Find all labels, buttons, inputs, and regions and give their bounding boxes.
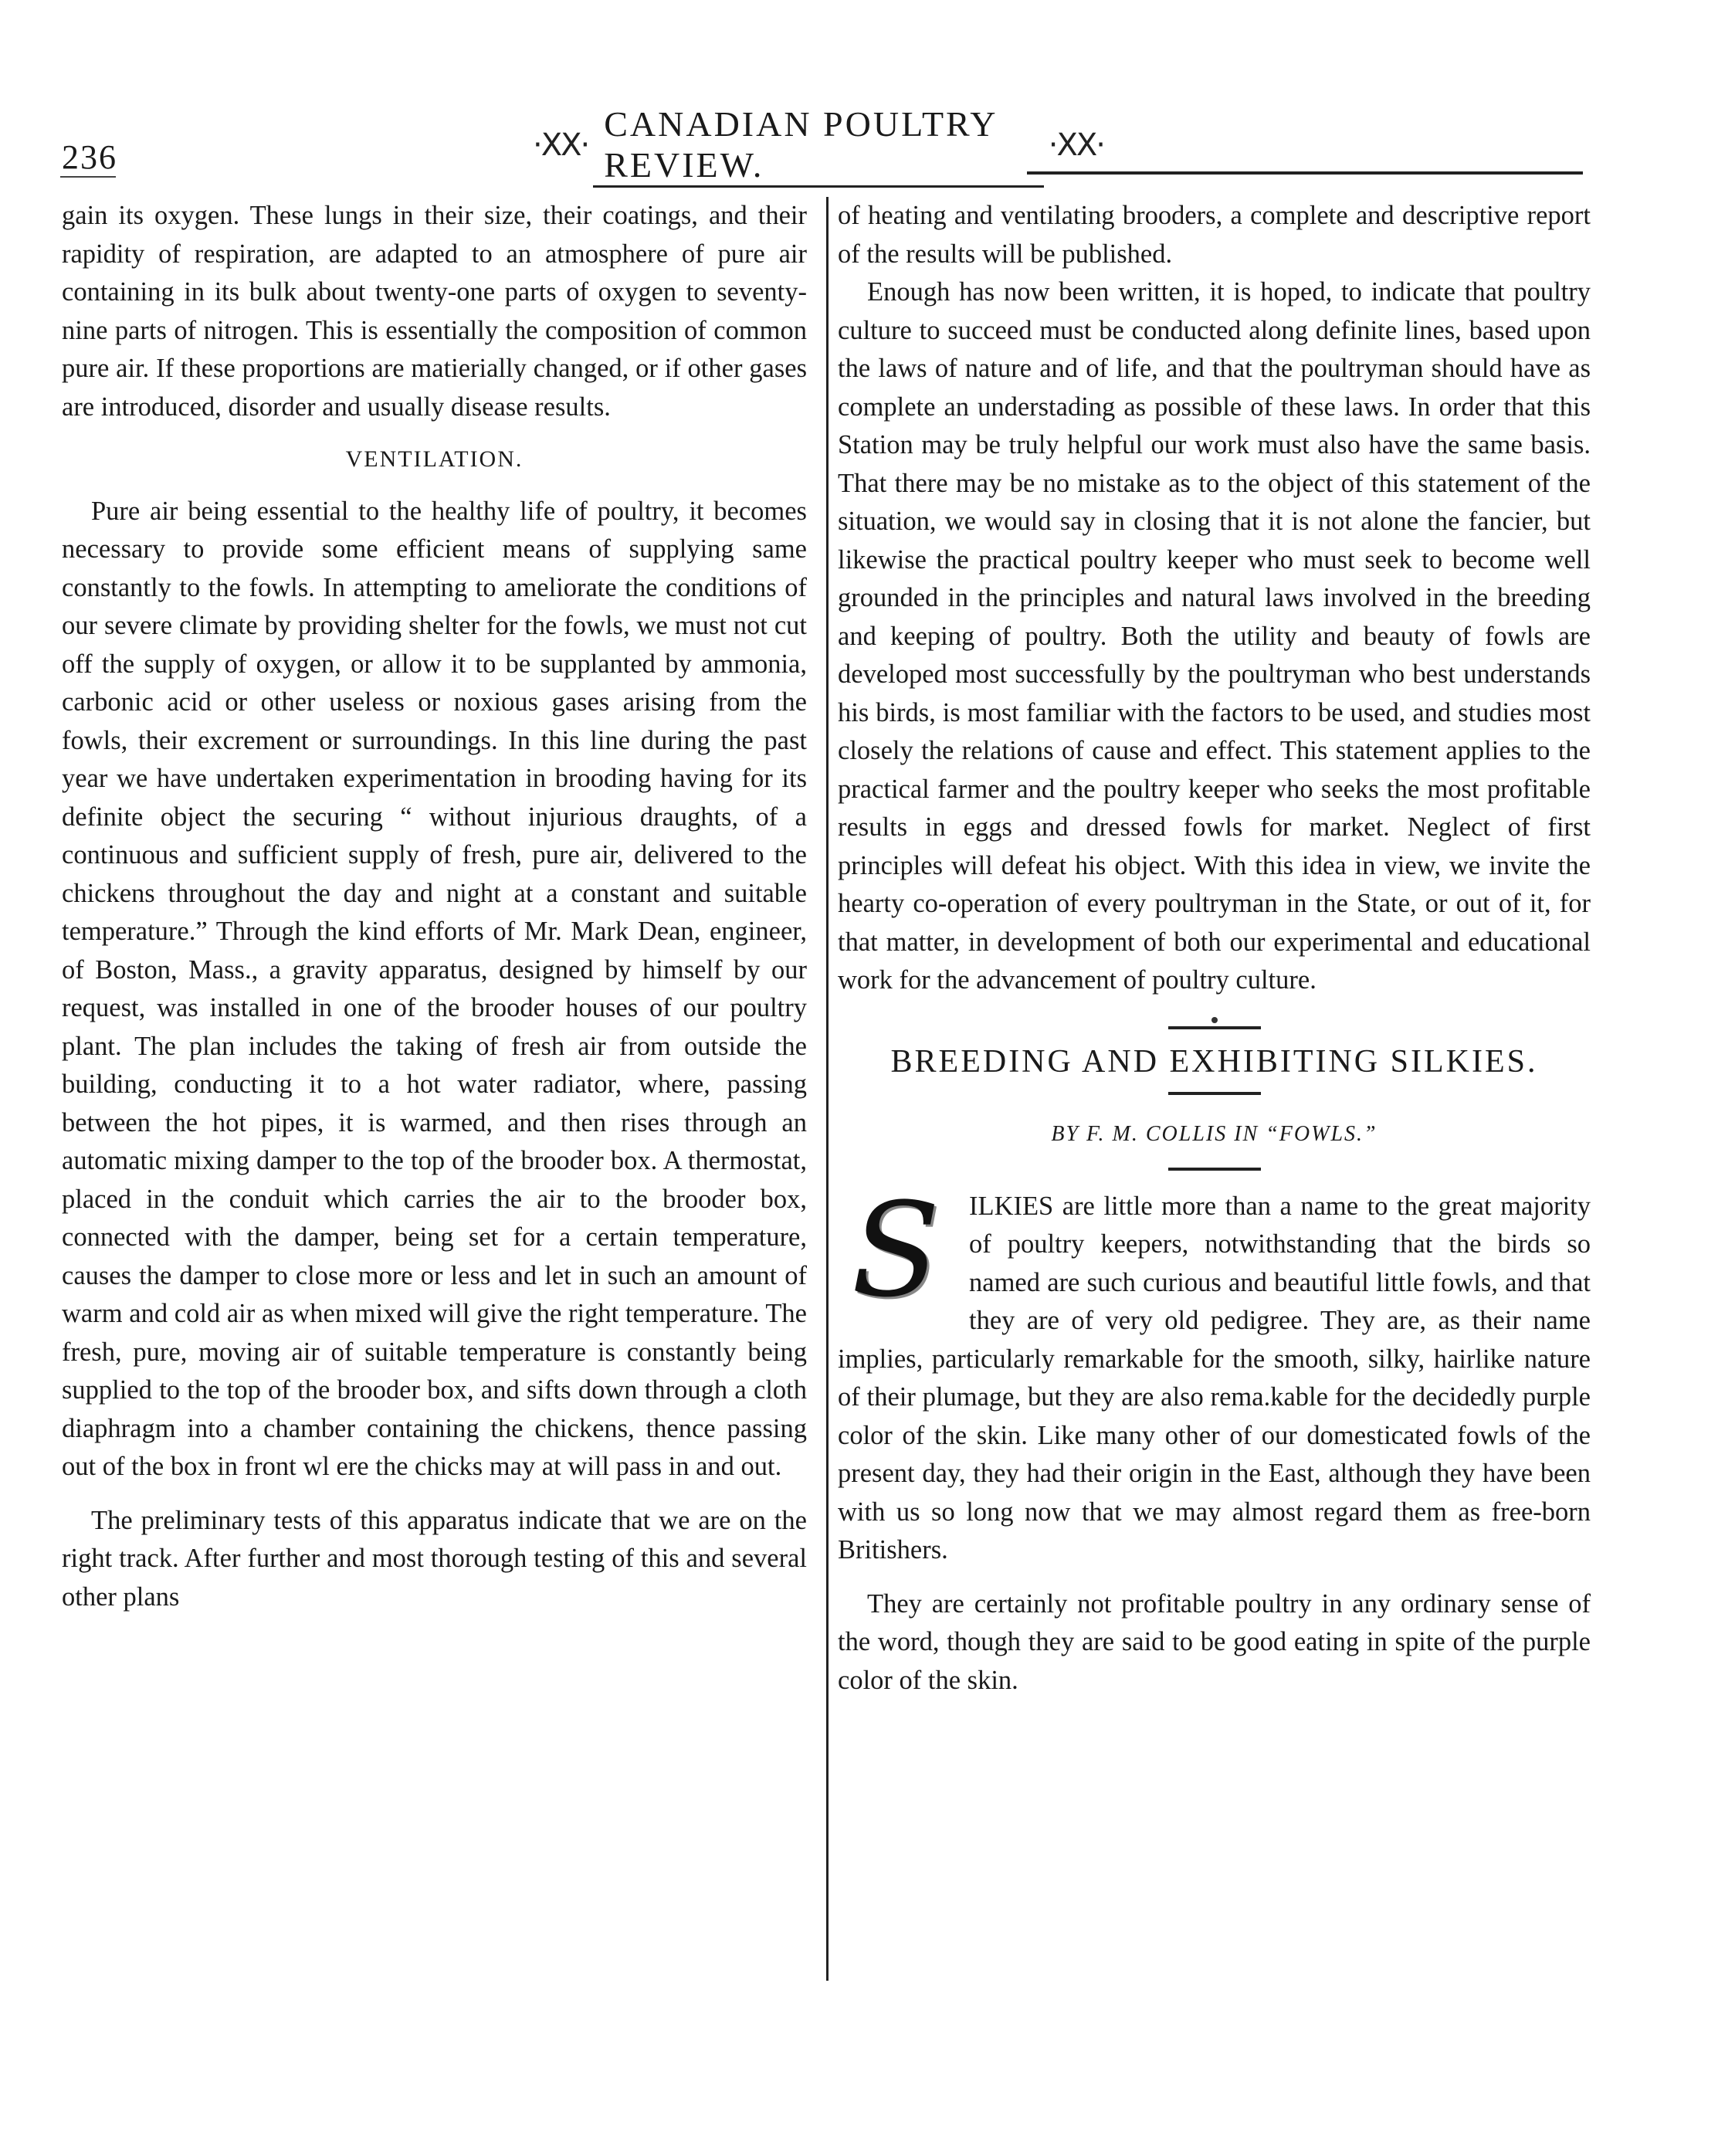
left-column bbox=[62, 197, 807, 1616]
article-opening bbox=[838, 1174, 1591, 1570]
masthead bbox=[533, 103, 1104, 185]
column-divider bbox=[826, 197, 829, 1981]
article-byline: BY F. M. COLLIS IN “FOWLS.” bbox=[1051, 1122, 1377, 1146]
right-paragraph-4: They are certainly not profitable poultry in any ordinary sense of the word, though they are said to be good eating in spite of the purple color of the skin. bbox=[838, 1588, 1591, 1695]
right-paragraph-2: Enough has now been written, it is hoped, to indicate that poultry culture to succeed must be conducted along definite lines, based upon the laws of nature and of life, and that the poultryman should have as complete an understading as possible of these laws. In order that this Station may be truly helpful our work must also have the same basis. That there may be no mistake as to the object of this statement of the situation, we would say in closing that it is not alone the fancier, but likewise the practical poultry keeper who must seek to become well grounded in the principles and natural laws involved in the breeding and keeping of poultry. Both the utility and beauty of fowls are developed most successfully by the poultryman who best understands his birds, is most familiar with the factors to be used, and studies most closely the relations of cause and effect. This statement applies to the practical farmer and the poultry keeper who seeks the most profitable results in eggs and dressed fowls for market. Neglect of first principles will defeat his object. With this idea in view, we invite the hearty co-operation of every poultryman in the State, or out of it, for that matter, in development of both our experimental and educational work for the advancement of poultry culture. bbox=[838, 277, 1591, 995]
ornament-dot bbox=[1211, 1017, 1218, 1023]
dropcap-letter: S bbox=[851, 1174, 940, 1326]
page-number: 236 bbox=[62, 138, 117, 176]
header-rule bbox=[1027, 171, 1583, 175]
left-paragraph-2: Pure air being essential to the healthy life of poultry, it becomes necessary to provide some efficient means of supplying same constantly to the fowls. In attempting to ameliorate the conditions of our severe climate by providing shelter for the fowls, we must not cut off the supply of oxygen, or allow it to be supplanted by ammonia, carbonic acid or other useless or noxious gases arising from the fowls, their excrement or surroundings. In this line during the past year we have undertaken experimentation in brooding having for its definite object the securing “ without injurious draughts, of a continuous and sufficient supply of fresh, pure air, delivered to the chickens throughout the day and night at a constant and suitable temperature.” Through the kind efforts of Mr. Mark Dean, engineer, of Boston, Mass., a gravity apparatus, designed by himself by our request, was installed in one of the brooder houses of our poultry plant. The plan includes the taking of fresh air from outside the building, conducting it to a hot water radiator, where, passing between the hot pipes, it is warmed, and then rises through an automatic mixing damper to the top of the brooder box. A thermostat, placed in the conduit which carries the air to the brooder box, connected with the damper, being set for a certain temperature, causes the damper to close more or less and let in such an amount of warm and cold air as when mixed will give the right temperature. The fresh, pure, moving air of suitable temperature is constantly being supplied to the top of the brooder box, and sifts down through a cloth diaphragm into a chamber containing the chickens, thence passing out of the box in front wl ere the chicks may at will pass in and out. bbox=[62, 496, 807, 1481]
masthead-ornament-left: ·XX· bbox=[533, 127, 589, 163]
right-paragraph-3: ILKIES are little more than a name to the great majority of poultry keepers, notwithstanding that the birds so named are such curious and beautiful little fowls, and that they are of very old pedigree. They are, as their name implies, particularly remarkable for the smooth, silky, hairlike nature of their plumage, but they are also rema.kable for the decidedly purple color of the skin. Like many other of our domesticated fowls of the present day, they had their origin in the East, although they have been with us so long now that we may almost regard them as free-born Britishers. bbox=[838, 1191, 1591, 1564]
masthead-title: CANADIAN POULTRY REVIEW. bbox=[593, 103, 1044, 188]
header-rule-left bbox=[60, 176, 116, 178]
masthead-ornament-right: ·XX· bbox=[1048, 127, 1104, 163]
section-rule-mid bbox=[1168, 1092, 1261, 1095]
ventilation-subhead: VENTILATION. bbox=[345, 446, 524, 472]
left-paragraph-1: gain its oxygen. These lungs in their size, their coatings, and their rapidity of respiration, are adapted to an atmosphere of pure air containing in its bulk about twenty-one parts of oxygen to seventy-nine parts of nitrogen. This is essentially the composition of common pure air. If these proportions are matierially changed, or if other gases are introduced, disorder and usually disease results. bbox=[62, 201, 807, 422]
article-title: BREEDING AND EXHIBITING SILKIES. bbox=[890, 1043, 1538, 1080]
left-paragraph-3: The preliminary tests of this apparatus indicate that we are on the right track. After further and most thorough testing of this and several other plans bbox=[62, 1505, 807, 1612]
right-column bbox=[838, 197, 1591, 1700]
right-paragraph-1: of heating and ventilating brooders, a complete and descriptive report of the results will be published. bbox=[838, 201, 1591, 269]
